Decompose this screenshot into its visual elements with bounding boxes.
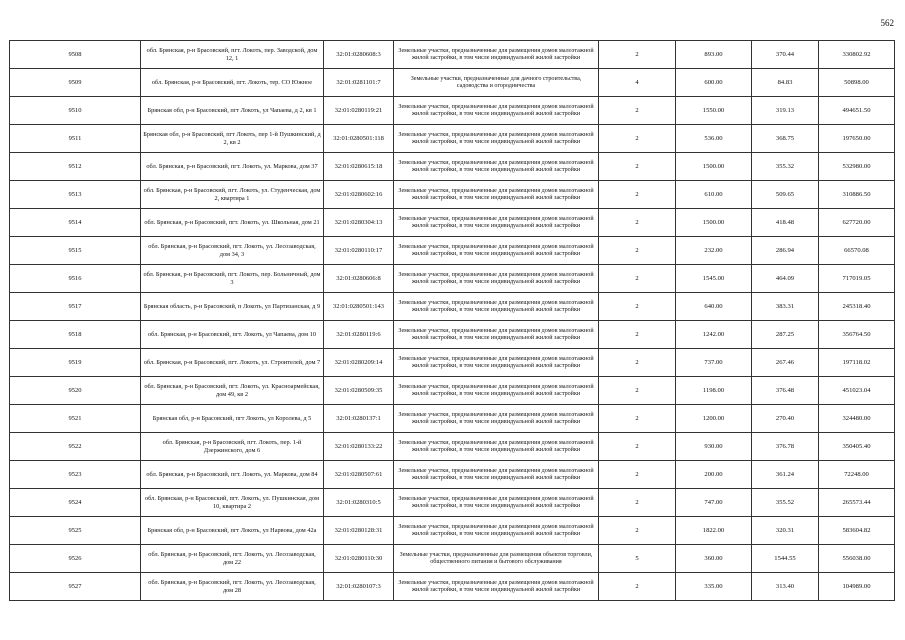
- area-cell: 1242.00: [676, 321, 752, 349]
- specific-value-cell: 368.75: [752, 125, 819, 153]
- cadastral-value-cell: 197650.00: [819, 125, 895, 153]
- address-cell: обл. Брянская, р-н Брасовский, пгт. Локоть, ул. Пушкинская, дом 10, квартира 2: [141, 489, 324, 517]
- land-use-cell: Земельные участки, предназначенные для размещения объектов торговли, общественного питания и бытового обслуживания: [394, 545, 599, 573]
- group-cell: 2: [599, 153, 676, 181]
- table-row: [10, 405, 895, 433]
- area-cell: 1545.00: [676, 265, 752, 293]
- specific-value-cell: 370.44: [752, 41, 819, 69]
- land-use-cell: Земельные участки, предназначенные для размещения домов малоэтажной жилой застройки, в том числе индивидуальной жилой застройки: [394, 377, 599, 405]
- table-row: [10, 237, 895, 265]
- cadastral-value-cell: 717019.05: [819, 265, 895, 293]
- area-cell: 1550.00: [676, 97, 752, 125]
- row-number: 9520: [10, 377, 141, 405]
- row-number: 9508: [10, 41, 141, 69]
- cadastral-number-cell: 32:01:0280602:16: [324, 181, 394, 209]
- specific-value-cell: 270.40: [752, 405, 819, 433]
- specific-value-cell: 287.25: [752, 321, 819, 349]
- group-cell: 2: [599, 125, 676, 153]
- table-row: [10, 97, 895, 125]
- specific-value-cell: 84.83: [752, 69, 819, 97]
- cadastral-value-table: [9, 40, 895, 601]
- specific-value-cell: 418.48: [752, 209, 819, 237]
- group-cell: 2: [599, 573, 676, 601]
- specific-value-cell: 464.09: [752, 265, 819, 293]
- table-row: [10, 265, 895, 293]
- table-row: [10, 181, 895, 209]
- land-use-cell: Земельные участки, предназначенные для размещения домов малоэтажной жилой застройки, в том числе индивидуальной жилой застройки: [394, 517, 599, 545]
- cadastral-value-cell: 265573.44: [819, 489, 895, 517]
- table-body: [10, 41, 895, 601]
- cadastral-value-cell: 197118.02: [819, 349, 895, 377]
- specific-value-cell: 320.31: [752, 517, 819, 545]
- group-cell: 2: [599, 265, 676, 293]
- row-number: 9518: [10, 321, 141, 349]
- cadastral-number-cell: 32:01:0280119:6: [324, 321, 394, 349]
- area-cell: 335.00: [676, 573, 752, 601]
- table-row: [10, 545, 895, 573]
- address-cell: обл. Брянская, р-н Брасовский, пгт. Локоть, ул. Школьная, дом 21: [141, 209, 324, 237]
- specific-value-cell: 286.94: [752, 237, 819, 265]
- land-use-cell: Земельные участки, предназначенные для размещения домов малоэтажной жилой застройки, в том числе индивидуальной жилой застройки: [394, 433, 599, 461]
- address-cell: Брянская обл, р-н Брасовский, пгт Локоть, ул Королева, д 5: [141, 405, 324, 433]
- cadastral-value-cell: 556038.00: [819, 545, 895, 573]
- area-cell: 1200.00: [676, 405, 752, 433]
- table-row: [10, 69, 895, 97]
- cadastral-value-cell: 72248.00: [819, 461, 895, 489]
- area-cell: 1500.00: [676, 209, 752, 237]
- cadastral-value-cell: 104989.00: [819, 573, 895, 601]
- cadastral-value-cell: 627720.00: [819, 209, 895, 237]
- table-row: [10, 461, 895, 489]
- cadastral-number-cell: 32:01:0280209:14: [324, 349, 394, 377]
- area-cell: 360.00: [676, 545, 752, 573]
- address-cell: Брянская обл, р-н Брасовский, пгт Локоть, ул Нарвова, дом 42а: [141, 517, 324, 545]
- specific-value-cell: 1544.55: [752, 545, 819, 573]
- cadastral-value-cell: 583604.82: [819, 517, 895, 545]
- cadastral-number-cell: 32:01:0280133:22: [324, 433, 394, 461]
- group-cell: 2: [599, 293, 676, 321]
- land-use-cell: Земельные участки, предназначенные для размещения домов малоэтажной жилой застройки, в том числе индивидуальной жилой застройки: [394, 489, 599, 517]
- land-use-cell: Земельные участки, предназначенные для размещения домов малоэтажной жилой застройки, в том числе индивидуальной жилой застройки: [394, 97, 599, 125]
- cadastral-value-cell: 324480.00: [819, 405, 895, 433]
- group-cell: 4: [599, 69, 676, 97]
- row-number: 9524: [10, 489, 141, 517]
- specific-value-cell: 319.13: [752, 97, 819, 125]
- group-cell: 2: [599, 97, 676, 125]
- area-cell: 640.00: [676, 293, 752, 321]
- address-cell: обл. Брянская, р-н Брасовский, пгт. Локоть, пер. Больничный, дом 3: [141, 265, 324, 293]
- group-cell: 5: [599, 545, 676, 573]
- table-row: [10, 433, 895, 461]
- address-cell: обл. Брянская, р-н Брасовский, пгт. Локоть, ул. Маркова, дом 84: [141, 461, 324, 489]
- specific-value-cell: 313.40: [752, 573, 819, 601]
- table-row: [10, 293, 895, 321]
- table-row: [10, 349, 895, 377]
- cadastral-number-cell: 32:01:0281101:7: [324, 69, 394, 97]
- area-cell: 747.00: [676, 489, 752, 517]
- area-cell: 232.00: [676, 237, 752, 265]
- area-cell: 536.00: [676, 125, 752, 153]
- land-use-cell: Земельные участки, предназначенные для размещения домов малоэтажной жилой застройки, в том числе индивидуальной жилой застройки: [394, 237, 599, 265]
- table-row: [10, 209, 895, 237]
- cadastral-number-cell: 32:01:0280310:5: [324, 489, 394, 517]
- land-use-cell: Земельные участки, предназначенные для дачного строительства, садоводства и огородничества: [394, 69, 599, 97]
- cadastral-number-cell: 32:01:0280501:118: [324, 125, 394, 153]
- cadastral-number-cell: 32:01:0280137:1: [324, 405, 394, 433]
- cadastral-number-cell: 32:01:0280608:3: [324, 41, 394, 69]
- specific-value-cell: 355.52: [752, 489, 819, 517]
- cadastral-number-cell: 32:01:0280509:35: [324, 377, 394, 405]
- cadastral-number-cell: 32:01:0280304:13: [324, 209, 394, 237]
- group-cell: 2: [599, 377, 676, 405]
- cadastral-number-cell: 32:01:0280501:143: [324, 293, 394, 321]
- area-cell: 893.00: [676, 41, 752, 69]
- table-row: [10, 377, 895, 405]
- land-use-cell: Земельные участки, предназначенные для размещения домов малоэтажной жилой застройки, в том числе индивидуальной жилой застройки: [394, 265, 599, 293]
- row-number: 9516: [10, 265, 141, 293]
- row-number: 9527: [10, 573, 141, 601]
- table-row: [10, 321, 895, 349]
- table-row: [10, 125, 895, 153]
- cadastral-value-cell: 330802.92: [819, 41, 895, 69]
- table-row: [10, 517, 895, 545]
- cadastral-value-cell: 532980.00: [819, 153, 895, 181]
- specific-value-cell: 361.24: [752, 461, 819, 489]
- table-row: [10, 41, 895, 69]
- address-cell: обл. Брянская, р-н Брасовский, пгт. Локоть, ул. Лесозаводская, дом 28: [141, 573, 324, 601]
- row-number: 9510: [10, 97, 141, 125]
- area-cell: 1500.00: [676, 153, 752, 181]
- specific-value-cell: 355.32: [752, 153, 819, 181]
- group-cell: 2: [599, 209, 676, 237]
- cadastral-value-cell: 310886.50: [819, 181, 895, 209]
- area-cell: 200.00: [676, 461, 752, 489]
- land-use-cell: Земельные участки, предназначенные для размещения домов малоэтажной жилой застройки, в том числе индивидуальной жилой застройки: [394, 153, 599, 181]
- cadastral-value-cell: 350405.40: [819, 433, 895, 461]
- cadastral-number-cell: 32:01:0280119:21: [324, 97, 394, 125]
- land-use-cell: Земельные участки, предназначенные для размещения домов малоэтажной жилой застройки, в том числе индивидуальной жилой застройки: [394, 349, 599, 377]
- cadastral-number-cell: 32:01:0280615:18: [324, 153, 394, 181]
- area-cell: 1198.00: [676, 377, 752, 405]
- group-cell: 2: [599, 461, 676, 489]
- land-use-cell: Земельные участки, предназначенные для размещения домов малоэтажной жилой застройки, в том числе индивидуальной жилой застройки: [394, 573, 599, 601]
- row-number: 9525: [10, 517, 141, 545]
- area-cell: 930.00: [676, 433, 752, 461]
- address-cell: обл. Брянская, р-н Брасовский, пгт. Локоть, ул. Красноармейская, дом 49, кв 2: [141, 377, 324, 405]
- address-cell: обл. Брянская, р-н Брасовский, пгт. Локоть, ул. Лесозаводская, дом 22: [141, 545, 324, 573]
- group-cell: 2: [599, 517, 676, 545]
- row-number: 9522: [10, 433, 141, 461]
- cadastral-value-cell: 66570.08: [819, 237, 895, 265]
- area-cell: 600.00: [676, 69, 752, 97]
- land-use-cell: Земельные участки, предназначенные для размещения домов малоэтажной жилой застройки, в том числе индивидуальной жилой застройки: [394, 125, 599, 153]
- row-number: 9511: [10, 125, 141, 153]
- cadastral-number-cell: 32:01:0280110:30: [324, 545, 394, 573]
- page-number: 562: [880, 18, 894, 28]
- row-number: 9519: [10, 349, 141, 377]
- row-number: 9514: [10, 209, 141, 237]
- address-cell: обл. Брянская, р-н Брасовский, пгт. Локоть, пер. 1-й Дзержинского, дом 6: [141, 433, 324, 461]
- land-use-cell: Земельные участки, предназначенные для размещения домов малоэтажной жилой застройки, в том числе индивидуальной жилой застройки: [394, 461, 599, 489]
- row-number: 9521: [10, 405, 141, 433]
- group-cell: 2: [599, 405, 676, 433]
- land-use-cell: Земельные участки, предназначенные для размещения домов малоэтажной жилой застройки, в том числе индивидуальной жилой застройки: [394, 405, 599, 433]
- specific-value-cell: 376.78: [752, 433, 819, 461]
- address-cell: обл. Брянская, р-н Брасовский, пгт. Локоть, тер. СО Южное: [141, 69, 324, 97]
- land-use-cell: Земельные участки, предназначенные для размещения домов малоэтажной жилой застройки, в том числе индивидуальной жилой застройки: [394, 181, 599, 209]
- address-cell: обл. Брянская, р-н Брасовский, пгт. Локоть, ул. Строителей, дом 7: [141, 349, 324, 377]
- cadastral-value-cell: 451023.04: [819, 377, 895, 405]
- address-cell: обл. Брянская, р-н Брасовский, пгт. Локоть, ул. Маркова, дом 37: [141, 153, 324, 181]
- address-cell: обл. Брянская, р-н Брасовский, пгт. Локоть, ул. Студенческая, дом 2, квартира 1: [141, 181, 324, 209]
- cadastral-number-cell: 32:01:0280110:17: [324, 237, 394, 265]
- row-number: 9512: [10, 153, 141, 181]
- table-row: [10, 153, 895, 181]
- row-number: 9515: [10, 237, 141, 265]
- cadastral-value-cell: 50898.00: [819, 69, 895, 97]
- specific-value-cell: 376.48: [752, 377, 819, 405]
- group-cell: 2: [599, 489, 676, 517]
- group-cell: 2: [599, 349, 676, 377]
- cadastral-value-cell: 356764.50: [819, 321, 895, 349]
- address-cell: обл. Брянская, р-н Брасовский, пгт. Локоть, ул Чапаева, дом 10: [141, 321, 324, 349]
- cadastral-number-cell: 32:01:0280507:61: [324, 461, 394, 489]
- row-number: 9513: [10, 181, 141, 209]
- row-number: 9509: [10, 69, 141, 97]
- cadastral-number-cell: 32:01:0280107:3: [324, 573, 394, 601]
- row-number: 9526: [10, 545, 141, 573]
- group-cell: 2: [599, 41, 676, 69]
- land-use-cell: Земельные участки, предназначенные для размещения домов малоэтажной жилой застройки, в том числе индивидуальной жилой застройки: [394, 321, 599, 349]
- group-cell: 2: [599, 237, 676, 265]
- land-use-cell: Земельные участки, предназначенные для размещения домов малоэтажной жилой застройки, в том числе индивидуальной жилой застройки: [394, 293, 599, 321]
- address-cell: Брянская обл, р-н Брасовский, пгт Локоть, ул Чапаева, д 2, кв 1: [141, 97, 324, 125]
- group-cell: 2: [599, 181, 676, 209]
- specific-value-cell: 267.46: [752, 349, 819, 377]
- specific-value-cell: 509.65: [752, 181, 819, 209]
- cadastral-number-cell: 32:01:0280606:8: [324, 265, 394, 293]
- group-cell: 2: [599, 321, 676, 349]
- cadastral-value-cell: 494651.50: [819, 97, 895, 125]
- row-number: 9517: [10, 293, 141, 321]
- area-cell: 610.00: [676, 181, 752, 209]
- address-cell: Брянская область, р-н Брасовский, п Локоть, ул Партизанская, д 9: [141, 293, 324, 321]
- cadastral-number-cell: 32:01:0280128:31: [324, 517, 394, 545]
- area-cell: 1822.00: [676, 517, 752, 545]
- address-cell: обл. Брянская, р-н Брасовский, пгт. Локоть, пер. Заводской, дом 12, 1: [141, 41, 324, 69]
- land-use-cell: Земельные участки, предназначенные для размещения домов малоэтажной жилой застройки, в том числе индивидуальной жилой застройки: [394, 41, 599, 69]
- address-cell: Брянская обл, р-н Брасовский, пгт Локоть, пер 1-й Пушкинский, д 2, кв 2: [141, 125, 324, 153]
- area-cell: 737.00: [676, 349, 752, 377]
- row-number: 9523: [10, 461, 141, 489]
- address-cell: обл. Брянская, р-н Брасовский, пгт. Локоть, ул. Лесозаводская, дом 34, 3: [141, 237, 324, 265]
- group-cell: 2: [599, 433, 676, 461]
- specific-value-cell: 383.31: [752, 293, 819, 321]
- table-row: [10, 573, 895, 601]
- cadastral-value-cell: 245318.40: [819, 293, 895, 321]
- land-use-cell: Земельные участки, предназначенные для размещения домов малоэтажной жилой застройки, в том числе индивидуальной жилой застройки: [394, 209, 599, 237]
- table-row: [10, 489, 895, 517]
